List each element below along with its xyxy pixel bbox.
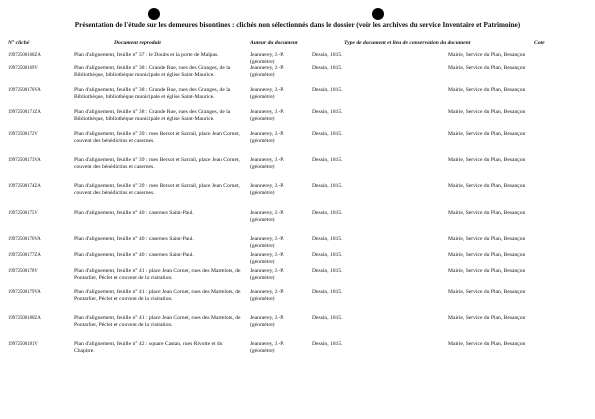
header-id: N° cliché: [8, 40, 30, 46]
document-reproduced: Plan d'alignement, feuille n° 37 : le Doubs et la porte de Malpas.: [74, 52, 219, 58]
conservation-place: Mairie, Service du Plan, Besançon: [448, 131, 526, 137]
conservation-place: Mairie, Service du Plan, Besançon: [448, 52, 526, 58]
document-type: Dessin, 1815.: [312, 109, 343, 115]
cliche-number: 19972500176VA: [8, 237, 41, 242]
document-reproduced: Plan d'alignement, feuille n° 40 : casernes Saint-Paul.: [74, 236, 194, 242]
document-author: Jeannerey, J.-P. (géomètre): [250, 341, 285, 354]
conservation-place: Mairie, Service du Plan, Besançon: [448, 109, 526, 115]
document-author: Jeannerey, J.-P. (géomètre): [250, 252, 285, 265]
document-author: Jeannerey, J.-P. (géomètre): [250, 109, 285, 122]
page-title: Présentation de l'étude sur les demeures bisontines : clichés non sélectionnés dans le dossier (voir les archives du service Inventaire et Patrimoine): [74, 21, 521, 29]
cliche-number: 19972500168ZA: [8, 53, 41, 58]
cliche-number: 19972500181V: [8, 342, 38, 347]
document-type: Dessin, 1815.: [312, 210, 343, 216]
cliche-number: 19972500171ZA: [8, 110, 41, 115]
document-type: Dessin, 1815.: [312, 65, 343, 71]
conservation-place: Mairie, Service du Plan, Besançon: [448, 289, 526, 295]
document-type: Dessin, 1815.: [312, 87, 343, 93]
document-reproduced: Plan d'alignement, feuille n° 41 : place Jean Cornet, rues des Martelots, de Pontarlier, Péclet et couvent de la visitation.: [74, 289, 241, 302]
cliche-number: 19972500179VA: [8, 290, 41, 295]
document-type: Dessin, 1815.: [312, 236, 343, 242]
conservation-place: Mairie, Service du Plan, Besançon: [448, 236, 526, 242]
conservation-place: Mairie, Service du Plan, Besançon: [448, 183, 526, 189]
document-type: Dessin, 1815.: [312, 52, 343, 58]
binder-hole-left: [148, 8, 160, 20]
binder-hole-right: [372, 8, 384, 20]
document-author: Jeannerey, J.-P. (géomètre): [250, 183, 285, 196]
document-reproduced: Plan d'alignement, feuille n° 40 : casernes Saint-Paul.: [74, 210, 194, 216]
document-reproduced: Plan d'alignement, feuille n° 39 : rues Bersot et Sarrail, place Jean Cornet, couvent des bénédictins et casernes.: [74, 183, 240, 196]
document-reproduced: Plan d'alignement, feuille n° 41 : place Jean Cornet, rues des Martelots, de Pontarlier, Péclet et couvent de la visitation.: [74, 268, 241, 281]
header-author: Auteur du document: [250, 40, 298, 46]
document-author: Jeannerey, J.-P. (géomètre): [250, 315, 285, 328]
cliche-number: 19972500170VA: [8, 88, 41, 93]
document-author: Jeannerey, J.-P. (géomètre): [250, 87, 285, 100]
cliche-number: 19972500175V: [8, 211, 38, 216]
document-reproduced: Plan d'alignement, feuille n° 41 : place Jean Cornet, rues des Martelots, de Pontarlier, Péclet et couvent de la visitation.: [74, 315, 241, 328]
conservation-place: Mairie, Service du Plan, Besançon: [448, 210, 526, 216]
document-author: Jeannerey, J.-P. (géomètre): [250, 268, 285, 281]
conservation-place: Mairie, Service du Plan, Besançon: [448, 268, 526, 274]
document-type: Dessin, 1815.: [312, 183, 343, 189]
document-type: Dessin, 1815.: [312, 289, 343, 295]
document-reproduced: Plan d'alignement, feuille n° 38 : Grande Rue, rues des Granges, de la Bibliothèque, bibliothèque municipale et église Saint-Maurice.: [74, 109, 231, 122]
document-author: Jeannerey, J.-P. (géomètre): [250, 157, 285, 170]
conservation-place: Mairie, Service du Plan, Besançon: [448, 341, 526, 347]
header-type: Type de document et lieu de conservation du document: [344, 40, 471, 46]
document-reproduced: Plan d'alignement, feuille n° 39 : rues Bersot et Sarrail, place Jean Cornet, couvent des bénédictins et casernes.: [74, 131, 240, 144]
document-type: Dessin, 1815.: [312, 341, 343, 347]
document-author: Jeannerey, J.-P. (géomètre): [250, 52, 285, 65]
document-author: Jeannerey, J.-P. (géomètre): [250, 236, 285, 249]
document-type: Dessin, 1815.: [312, 131, 343, 137]
document-author: Jeannerey, J.-P. (géomètre): [250, 210, 285, 223]
cliche-number: 19972500177ZA: [8, 253, 41, 258]
header-doc: Document reproduit: [114, 40, 161, 46]
cliche-number: 19972500178V: [8, 269, 38, 274]
document-reproduced: Plan d'alignement, feuille n° 39 : rues Bersot et Sarrail, place Jean Cornet, couvent des bénédictins et casernes.: [74, 157, 240, 170]
document-type: Dessin, 1815.: [312, 252, 343, 258]
document-author: Jeannerey, J.-P. (géomètre): [250, 65, 285, 78]
conservation-place: Mairie, Service du Plan, Besançon: [448, 315, 526, 321]
cliche-number: 19972500174ZA: [8, 184, 41, 189]
conservation-place: Mairie, Service du Plan, Besançon: [448, 87, 526, 93]
document-type: Dessin, 1815.: [312, 268, 343, 274]
document-author: Jeannerey, J.-P. (géomètre): [250, 289, 285, 302]
document-reproduced: Plan d'alignement, feuille n° 40 : casernes Saint-Paul.: [74, 252, 194, 258]
document-type: Dessin, 1815.: [312, 315, 343, 321]
document-reproduced: Plan d'alignement, feuille n° 38 : Grande Rue, rues des Granges, de la Bibliothèque, bibliothèque municipale et église Saint-Maurice.: [74, 87, 231, 100]
conservation-place: Mairie, Service du Plan, Besançon: [448, 252, 526, 258]
conservation-place: Mairie, Service du Plan, Besançon: [448, 65, 526, 71]
cliche-number: 19972500172V: [8, 132, 38, 137]
document-author: Jeannerey, J.-P. (géomètre): [250, 131, 285, 144]
cliche-number: 19972500173VA: [8, 158, 41, 163]
document-type: Dessin, 1815.: [312, 157, 343, 163]
cliche-number: 19972500169V: [8, 66, 38, 71]
document-reproduced: Plan d'alignement, feuille n° 38 : Grande Rue, rues des Granges, de la Bibliothèque, bibliothèque municipale et église Saint-Maurice.: [74, 65, 231, 78]
cliche-number: 19972500180ZA: [8, 316, 41, 321]
header-cote: Cote: [534, 40, 545, 46]
document-reproduced: Plan d'alignement, feuille n° 42 : square Castan, rues Rivotte et du Chapitre.: [74, 341, 223, 354]
conservation-place: Mairie, Service du Plan, Besançon: [448, 157, 526, 163]
